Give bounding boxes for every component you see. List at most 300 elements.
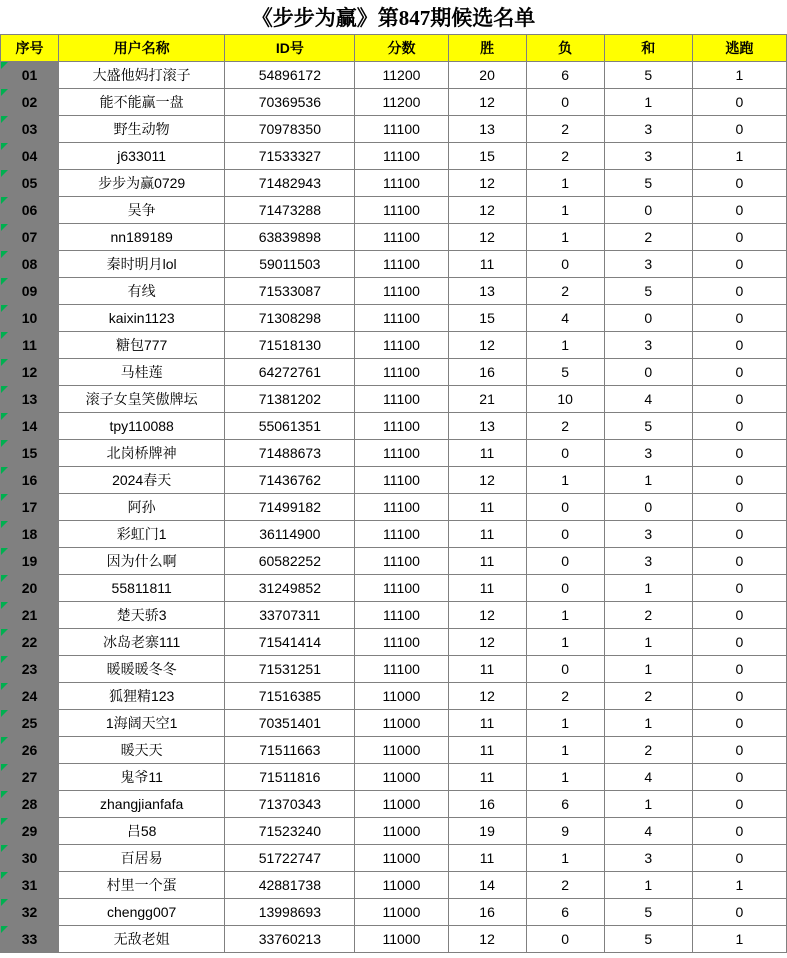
score-cell: 11100 — [355, 359, 448, 386]
row-index-label: 04 — [21, 148, 38, 164]
table-row — [1, 683, 787, 710]
lose-count-cell: 0 — [526, 575, 604, 602]
comment-flag-icon — [1, 251, 8, 258]
lose-count-cell: 0 — [526, 89, 604, 116]
user-id-cell: 71518130 — [225, 332, 355, 359]
user-name-cell: tpy110088 — [59, 413, 225, 440]
draw-count-cell: 1 — [604, 872, 692, 899]
column-header-win[interactable]: 胜 — [448, 35, 526, 62]
comment-flag-icon — [1, 548, 8, 555]
row-index-cell — [1, 224, 59, 251]
win-count-cell: 21 — [448, 386, 526, 413]
table-row — [1, 791, 787, 818]
win-count-cell: 11 — [448, 656, 526, 683]
score-cell: 11100 — [355, 278, 448, 305]
escape-count-cell: 0 — [692, 737, 786, 764]
row-index-label: 22 — [21, 634, 38, 650]
comment-flag-icon — [1, 89, 8, 96]
score-cell: 11000 — [355, 791, 448, 818]
row-index-label: 27 — [21, 769, 38, 785]
user-name-cell: 野生动物 — [59, 116, 225, 143]
score-cell: 11100 — [355, 548, 448, 575]
draw-count-cell: 4 — [604, 764, 692, 791]
lose-count-cell: 6 — [526, 791, 604, 818]
draw-count-cell: 0 — [604, 305, 692, 332]
row-index-label: 21 — [21, 607, 38, 623]
table-row — [1, 872, 787, 899]
escape-count-cell: 0 — [692, 251, 786, 278]
user-name-cell: kaixin1123 — [59, 305, 225, 332]
win-count-cell: 11 — [448, 845, 526, 872]
escape-count-cell: 1 — [692, 872, 786, 899]
user-name-cell: 阿孙 — [59, 494, 225, 521]
score-cell: 11100 — [355, 521, 448, 548]
column-header-escape[interactable]: 逃跑 — [692, 35, 786, 62]
row-index-cell — [1, 197, 59, 224]
user-id-cell: 71541414 — [225, 629, 355, 656]
user-id-cell: 33707311 — [225, 602, 355, 629]
win-count-cell: 14 — [448, 872, 526, 899]
comment-flag-icon — [1, 116, 8, 123]
score-cell: 11100 — [355, 494, 448, 521]
table-row — [1, 494, 787, 521]
row-index-cell — [1, 899, 59, 926]
comment-flag-icon — [1, 737, 8, 744]
table-row — [1, 764, 787, 791]
escape-count-cell: 0 — [692, 413, 786, 440]
row-index-cell — [1, 251, 59, 278]
user-id-cell: 71370343 — [225, 791, 355, 818]
row-index-label: 17 — [21, 499, 38, 515]
draw-count-cell: 1 — [604, 629, 692, 656]
comment-flag-icon — [1, 332, 8, 339]
user-name-cell: 能不能赢一盘 — [59, 89, 225, 116]
draw-count-cell: 1 — [604, 575, 692, 602]
comment-flag-icon — [1, 413, 8, 420]
draw-count-cell: 5 — [604, 413, 692, 440]
win-count-cell: 12 — [448, 602, 526, 629]
row-index-label: 15 — [21, 445, 38, 461]
score-cell: 11200 — [355, 62, 448, 89]
score-cell: 11100 — [355, 413, 448, 440]
lose-count-cell: 1 — [526, 467, 604, 494]
user-name-cell: zhangjianfafa — [59, 791, 225, 818]
comment-flag-icon — [1, 467, 8, 474]
user-name-cell: 彩虹门1 — [59, 521, 225, 548]
draw-count-cell: 1 — [604, 656, 692, 683]
escape-count-cell: 1 — [692, 926, 786, 953]
win-count-cell: 12 — [448, 224, 526, 251]
escape-count-cell: 1 — [692, 62, 786, 89]
win-count-cell: 11 — [448, 521, 526, 548]
escape-count-cell: 0 — [692, 170, 786, 197]
user-id-cell: 71499182 — [225, 494, 355, 521]
win-count-cell: 11 — [448, 548, 526, 575]
lose-count-cell: 2 — [526, 116, 604, 143]
page-title: 《步步为赢》第847期候选名单 — [251, 6, 536, 30]
escape-count-cell: 0 — [692, 305, 786, 332]
score-cell: 11000 — [355, 926, 448, 953]
score-cell: 11100 — [355, 467, 448, 494]
row-index-cell — [1, 170, 59, 197]
escape-count-cell: 0 — [692, 710, 786, 737]
draw-count-cell: 5 — [604, 170, 692, 197]
row-index-cell — [1, 575, 59, 602]
win-count-cell: 12 — [448, 926, 526, 953]
table-row — [1, 710, 787, 737]
comment-flag-icon — [1, 602, 8, 609]
lose-count-cell: 2 — [526, 143, 604, 170]
comment-flag-icon — [1, 764, 8, 771]
lose-count-cell: 0 — [526, 926, 604, 953]
draw-count-cell: 5 — [604, 899, 692, 926]
win-count-cell: 20 — [448, 62, 526, 89]
row-index-label: 23 — [21, 661, 38, 677]
comment-flag-icon — [1, 656, 8, 663]
user-id-cell: 71381202 — [225, 386, 355, 413]
row-index-cell — [1, 413, 59, 440]
escape-count-cell: 0 — [692, 332, 786, 359]
table-row — [1, 62, 787, 89]
escape-count-cell: 0 — [692, 440, 786, 467]
table-row — [1, 116, 787, 143]
escape-count-cell: 0 — [692, 521, 786, 548]
comment-flag-icon — [1, 629, 8, 636]
draw-count-cell: 2 — [604, 602, 692, 629]
row-index-label: 18 — [21, 526, 38, 542]
lose-count-cell: 0 — [526, 548, 604, 575]
row-index-label: 25 — [21, 715, 38, 731]
win-count-cell: 11 — [448, 251, 526, 278]
win-count-cell: 11 — [448, 710, 526, 737]
draw-count-cell: 1 — [604, 89, 692, 116]
column-header-id[interactable]: ID号 — [225, 35, 355, 62]
user-name-cell: 鬼爷11 — [59, 764, 225, 791]
score-cell: 11100 — [355, 629, 448, 656]
win-count-cell: 15 — [448, 305, 526, 332]
draw-count-cell: 1 — [604, 791, 692, 818]
column-header-lose[interactable]: 负 — [526, 35, 604, 62]
user-id-cell: 71533327 — [225, 143, 355, 170]
row-index-cell — [1, 548, 59, 575]
lose-count-cell: 1 — [526, 170, 604, 197]
draw-count-cell: 2 — [604, 224, 692, 251]
comment-flag-icon — [1, 683, 8, 690]
lose-count-cell: 1 — [526, 764, 604, 791]
user-id-cell: 70369536 — [225, 89, 355, 116]
comment-flag-icon — [1, 791, 8, 798]
win-count-cell: 12 — [448, 332, 526, 359]
score-cell: 11100 — [355, 116, 448, 143]
title-bar — [0, 0, 787, 34]
user-id-cell: 71533087 — [225, 278, 355, 305]
row-index-label: 16 — [21, 472, 38, 488]
comment-flag-icon — [1, 440, 8, 447]
header-row — [1, 35, 787, 62]
user-name-cell: 村里一个蛋 — [59, 872, 225, 899]
lose-count-cell: 1 — [526, 629, 604, 656]
user-name-cell: 楚天骄3 — [59, 602, 225, 629]
row-index-cell — [1, 89, 59, 116]
table-row — [1, 332, 787, 359]
row-index-cell — [1, 386, 59, 413]
draw-count-cell: 4 — [604, 818, 692, 845]
score-cell: 11100 — [355, 305, 448, 332]
table-header — [1, 35, 787, 62]
draw-count-cell: 2 — [604, 683, 692, 710]
row-index-cell — [1, 143, 59, 170]
escape-count-cell: 0 — [692, 575, 786, 602]
row-index-label: 12 — [21, 364, 38, 380]
user-id-cell: 71531251 — [225, 656, 355, 683]
score-cell: 11000 — [355, 764, 448, 791]
user-id-cell: 36114900 — [225, 521, 355, 548]
draw-count-cell: 1 — [604, 710, 692, 737]
draw-count-cell: 3 — [604, 845, 692, 872]
lose-count-cell: 5 — [526, 359, 604, 386]
lose-count-cell: 0 — [526, 494, 604, 521]
user-name-cell: 滚子女皇笑傲牌坛 — [59, 386, 225, 413]
lose-count-cell: 6 — [526, 62, 604, 89]
user-id-cell: 71308298 — [225, 305, 355, 332]
escape-count-cell: 0 — [692, 359, 786, 386]
win-count-cell: 12 — [448, 467, 526, 494]
escape-count-cell: 0 — [692, 764, 786, 791]
user-id-cell: 63839898 — [225, 224, 355, 251]
user-name-cell: 冰岛老寨111 — [59, 629, 225, 656]
comment-flag-icon — [1, 845, 8, 852]
win-count-cell: 11 — [448, 494, 526, 521]
user-id-cell: 71511816 — [225, 764, 355, 791]
row-index-cell — [1, 710, 59, 737]
escape-count-cell: 0 — [692, 467, 786, 494]
row-index-cell — [1, 629, 59, 656]
row-index-cell — [1, 602, 59, 629]
table-row — [1, 170, 787, 197]
user-name-cell: 吕58 — [59, 818, 225, 845]
table-row — [1, 305, 787, 332]
user-name-cell: 大盛他妈打滚子 — [59, 62, 225, 89]
draw-count-cell: 0 — [604, 494, 692, 521]
score-cell: 11200 — [355, 89, 448, 116]
win-count-cell: 11 — [448, 764, 526, 791]
table-row — [1, 521, 787, 548]
row-index-label: 07 — [21, 229, 38, 245]
draw-count-cell: 3 — [604, 116, 692, 143]
user-name-cell: 百居易 — [59, 845, 225, 872]
lose-count-cell: 6 — [526, 899, 604, 926]
draw-count-cell: 1 — [604, 467, 692, 494]
row-index-label: 06 — [21, 202, 38, 218]
column-header-score[interactable]: 分数 — [355, 35, 448, 62]
table-row — [1, 440, 787, 467]
table-row — [1, 575, 787, 602]
lose-count-cell: 0 — [526, 440, 604, 467]
table-row — [1, 224, 787, 251]
draw-count-cell: 5 — [604, 926, 692, 953]
table-body — [1, 62, 787, 953]
row-index-cell — [1, 494, 59, 521]
escape-count-cell: 0 — [692, 791, 786, 818]
row-index-label: 33 — [21, 931, 38, 947]
row-index-cell — [1, 305, 59, 332]
column-header-name[interactable]: 用户名称 — [59, 35, 225, 62]
lose-count-cell: 2 — [526, 278, 604, 305]
user-id-cell: 71482943 — [225, 170, 355, 197]
comment-flag-icon — [1, 494, 8, 501]
user-name-cell: 55811811 — [59, 575, 225, 602]
row-index-cell — [1, 62, 59, 89]
table-row — [1, 467, 787, 494]
win-count-cell: 15 — [448, 143, 526, 170]
lose-count-cell: 1 — [526, 332, 604, 359]
score-cell: 11100 — [355, 602, 448, 629]
escape-count-cell: 0 — [692, 548, 786, 575]
row-index-cell — [1, 440, 59, 467]
win-count-cell: 16 — [448, 359, 526, 386]
user-name-cell: 吴争 — [59, 197, 225, 224]
comment-flag-icon — [1, 710, 8, 717]
score-cell: 11000 — [355, 737, 448, 764]
escape-count-cell: 0 — [692, 602, 786, 629]
score-cell: 11000 — [355, 872, 448, 899]
lose-count-cell: 1 — [526, 224, 604, 251]
user-id-cell: 59011503 — [225, 251, 355, 278]
escape-count-cell: 0 — [692, 89, 786, 116]
user-name-cell: 无敌老姐 — [59, 926, 225, 953]
lose-count-cell: 1 — [526, 197, 604, 224]
table-row — [1, 656, 787, 683]
table-row — [1, 926, 787, 953]
row-index-label: 10 — [21, 310, 38, 326]
lose-count-cell: 10 — [526, 386, 604, 413]
table-row — [1, 197, 787, 224]
row-index-label: 28 — [21, 796, 38, 812]
comment-flag-icon — [1, 170, 8, 177]
table-row — [1, 548, 787, 575]
table-row — [1, 629, 787, 656]
row-index-label: 13 — [21, 391, 38, 407]
row-index-cell — [1, 332, 59, 359]
user-name-cell: 2024春天 — [59, 467, 225, 494]
user-id-cell: 54896172 — [225, 62, 355, 89]
user-id-cell: 71488673 — [225, 440, 355, 467]
row-index-label: 03 — [21, 121, 38, 137]
user-name-cell: 有线 — [59, 278, 225, 305]
user-id-cell: 55061351 — [225, 413, 355, 440]
win-count-cell: 12 — [448, 170, 526, 197]
score-cell: 11100 — [355, 251, 448, 278]
table-row — [1, 413, 787, 440]
user-id-cell: 60582252 — [225, 548, 355, 575]
draw-count-cell: 0 — [604, 359, 692, 386]
comment-flag-icon — [1, 899, 8, 906]
escape-count-cell: 0 — [692, 845, 786, 872]
row-index-label: 29 — [21, 823, 38, 839]
table-row — [1, 386, 787, 413]
lose-count-cell: 0 — [526, 521, 604, 548]
lose-count-cell: 4 — [526, 305, 604, 332]
escape-count-cell: 0 — [692, 197, 786, 224]
row-index-cell — [1, 872, 59, 899]
row-index-label: 02 — [21, 94, 38, 110]
lose-count-cell: 9 — [526, 818, 604, 845]
escape-count-cell: 0 — [692, 386, 786, 413]
user-name-cell: 糖包777 — [59, 332, 225, 359]
row-index-cell — [1, 521, 59, 548]
column-header-draw[interactable]: 和 — [604, 35, 692, 62]
user-id-cell: 71511663 — [225, 737, 355, 764]
score-cell: 11100 — [355, 332, 448, 359]
row-index-label: 09 — [21, 283, 38, 299]
win-count-cell: 16 — [448, 791, 526, 818]
user-id-cell: 71436762 — [225, 467, 355, 494]
escape-count-cell: 0 — [692, 683, 786, 710]
score-cell: 11100 — [355, 170, 448, 197]
win-count-cell: 11 — [448, 575, 526, 602]
user-id-cell: 13998693 — [225, 899, 355, 926]
comment-flag-icon — [1, 521, 8, 528]
row-index-cell — [1, 467, 59, 494]
table-row — [1, 818, 787, 845]
user-id-cell: 70351401 — [225, 710, 355, 737]
row-index-cell — [1, 926, 59, 953]
score-cell: 11000 — [355, 899, 448, 926]
win-count-cell: 11 — [448, 440, 526, 467]
comment-flag-icon — [1, 575, 8, 582]
row-index-label: 20 — [21, 580, 38, 596]
row-index-label: 31 — [21, 877, 38, 893]
score-cell: 11000 — [355, 818, 448, 845]
win-count-cell: 13 — [448, 413, 526, 440]
lose-count-cell: 0 — [526, 251, 604, 278]
row-index-cell — [1, 737, 59, 764]
draw-count-cell: 5 — [604, 278, 692, 305]
table-row — [1, 278, 787, 305]
comment-flag-icon — [1, 359, 8, 366]
comment-flag-icon — [1, 62, 8, 69]
user-name-cell: 1海阔天空1 — [59, 710, 225, 737]
win-count-cell: 12 — [448, 629, 526, 656]
win-count-cell: 12 — [448, 683, 526, 710]
escape-count-cell: 0 — [692, 494, 786, 521]
row-index-cell — [1, 845, 59, 872]
table-row — [1, 359, 787, 386]
win-count-cell: 16 — [448, 899, 526, 926]
win-count-cell: 12 — [448, 197, 526, 224]
escape-count-cell: 0 — [692, 224, 786, 251]
row-index-label: 01 — [21, 67, 38, 83]
escape-count-cell: 0 — [692, 656, 786, 683]
user-id-cell: 71516385 — [225, 683, 355, 710]
row-index-cell — [1, 683, 59, 710]
row-index-label: 19 — [21, 553, 38, 569]
score-cell: 11100 — [355, 143, 448, 170]
escape-count-cell: 0 — [692, 629, 786, 656]
user-name-cell: 北岗桥牌神 — [59, 440, 225, 467]
row-index-cell — [1, 764, 59, 791]
column-header-index[interactable]: 序号 — [1, 35, 59, 62]
escape-count-cell: 0 — [692, 899, 786, 926]
escape-count-cell: 0 — [692, 116, 786, 143]
table-row — [1, 602, 787, 629]
score-cell: 11100 — [355, 440, 448, 467]
score-cell: 11100 — [355, 656, 448, 683]
user-name-cell: nn189189 — [59, 224, 225, 251]
comment-flag-icon — [1, 143, 8, 150]
user-name-cell: j633011 — [59, 143, 225, 170]
user-id-cell: 51722747 — [225, 845, 355, 872]
